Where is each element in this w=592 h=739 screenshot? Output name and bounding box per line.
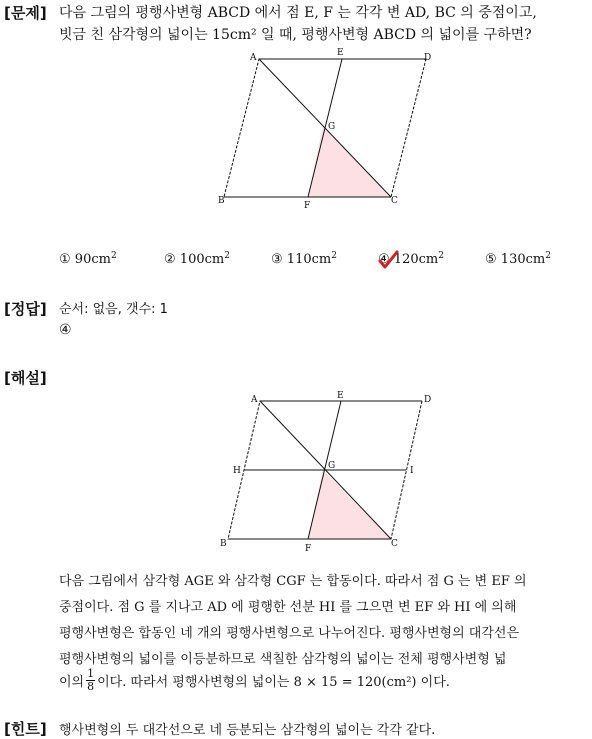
label-e: E <box>337 391 344 401</box>
explanation-line-5-end: 이다. 따라서 평행사변형의 넓이는 8 × 15 = 120(cm²) 이다. <box>97 675 450 690</box>
label-g: G <box>328 122 336 132</box>
problem-text-line-2: 빗금 친 삼각형의 넓이는 15cm² 일 때, 평행사변형 ABCD 의 넓이를 구하면? <box>59 27 532 43</box>
hint-text: 행사변형의 두 대각선으로 네 등분되는 삼각형의 넓이는 각각 같다. <box>59 723 436 738</box>
label-d: D <box>424 53 432 63</box>
label-a: A <box>250 53 257 63</box>
answer-tag: [정답] <box>4 300 47 318</box>
label-c: C <box>391 539 398 549</box>
choice-5-marker: ⑤ <box>485 252 497 267</box>
label-b: B <box>218 196 225 206</box>
explanation-tag: [해설] <box>4 369 47 387</box>
fraction-numerator: 1 <box>87 667 95 680</box>
label-e: E <box>337 48 344 58</box>
choice-3-marker: ③ <box>271 252 283 267</box>
problem-text-line-1: 다음 그림의 평행사변형 ABCD 에서 점 E, F 는 각각 변 AD, BC 의 중점이고, <box>59 5 537 21</box>
explanation-figure <box>220 388 450 558</box>
choice-4[interactable] <box>378 251 444 267</box>
label-a: A <box>251 395 258 405</box>
label-h: H <box>233 466 241 476</box>
choice-5-sup: 2 <box>545 251 551 261</box>
choice-3[interactable] <box>271 251 337 267</box>
choice-3-sup: 2 <box>331 251 337 261</box>
explanation-line-5 <box>59 668 450 693</box>
choice-1-text: 90cm <box>74 252 111 267</box>
choice-3-text: 110cm <box>286 252 332 267</box>
checkmark-icon <box>378 250 400 270</box>
answer-value: ④ <box>59 322 72 338</box>
choice-5-text: 130cm <box>500 252 546 267</box>
choice-4-marker-wrap <box>378 252 390 267</box>
problem-figure <box>210 46 450 216</box>
explanation-line-5-start: 이의 <box>59 675 85 690</box>
choice-2[interactable] <box>164 251 230 267</box>
explanation-line-2: 중점이다. 점 G 를 지나고 AD 에 평행한 선분 HI 를 그으면 변 EF 와 HI 에 의해 <box>59 600 517 615</box>
shaded-triangle <box>308 470 391 539</box>
label-f: F <box>305 544 312 554</box>
fraction-one-eighth <box>86 668 95 693</box>
explanation-line-4: 평행사변형의 넓이를 이등분하므로 색칠한 삼각형의 넓이는 전체 평행사변형 넓 <box>59 652 507 667</box>
choice-5[interactable] <box>485 251 551 267</box>
label-f: F <box>304 201 311 211</box>
explanation-line-3: 평행사변형은 합동인 네 개의 평행사변형으로 나누어진다. 평행사변형의 대각선은 <box>59 626 520 641</box>
choice-4-sup: 2 <box>438 251 444 261</box>
explanation-line-1: 다음 그림에서 삼각형 AGE 와 삼각형 CGF 는 합동이다. 따라서 점 G 는 변 EF 의 <box>59 574 527 589</box>
choice-4-text: 120cm <box>393 252 439 267</box>
label-c: C <box>391 196 398 206</box>
hint-tag: [힌트] <box>4 720 47 738</box>
choice-1[interactable] <box>59 251 117 267</box>
choice-2-marker: ② <box>164 252 176 267</box>
answer-info: 순서: 없음, 갯수: 1 <box>59 302 168 317</box>
choice-2-sup: 2 <box>224 251 230 261</box>
shaded-triangle <box>308 126 391 198</box>
choice-1-sup: 2 <box>110 251 117 261</box>
choice-4-marker: ④ <box>378 252 390 267</box>
choice-2-text: 100cm <box>179 252 225 267</box>
label-i: I <box>410 466 414 476</box>
choice-1-marker: ① <box>59 252 71 267</box>
fraction-denominator: 8 <box>87 680 95 693</box>
label-b: B <box>220 539 227 549</box>
label-g: G <box>328 461 336 471</box>
label-d: D <box>424 395 432 405</box>
problem-tag: [문제] <box>4 4 47 22</box>
